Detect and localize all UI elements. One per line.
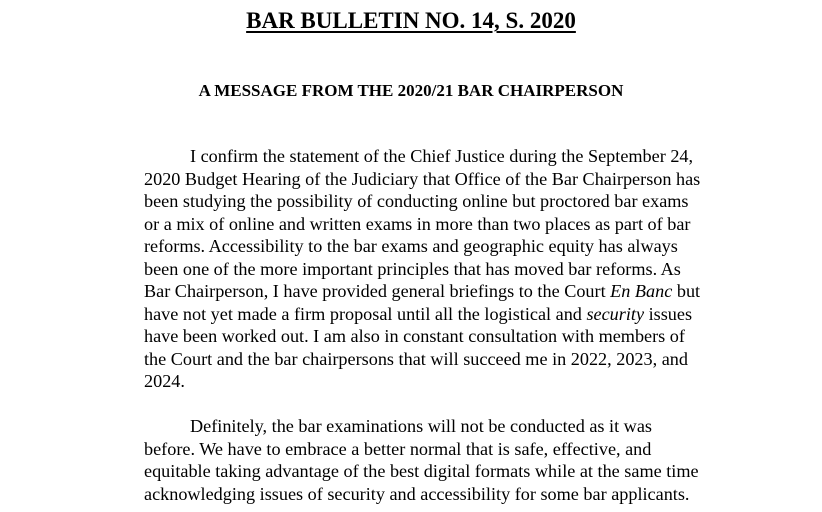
bulletin-title: BAR BULLETIN NO. 14, S. 2020 xyxy=(246,8,576,33)
paragraph-2-line-1: Definitely, the bar examinations will not be conducted as it was xyxy=(190,416,652,436)
paragraph-2-line-3: equitable taking advantage of the best digital formats while at the same time xyxy=(144,461,699,481)
paragraph-1-line-4: or a mix of online and written exams in more than two places as part of bar xyxy=(144,213,691,234)
message-subtitle: A MESSAGE FROM THE 2020/21 BAR CHAIRPERSON xyxy=(198,81,624,100)
paragraph-1-line-1: I confirm the statement of the Chief Justice during the September 24, xyxy=(190,146,694,166)
paragraph-2 xyxy=(144,415,744,505)
line-7-text-before: Bar Chairperson, I have provided general briefings to the Court xyxy=(144,281,611,301)
line-7-text-after: but xyxy=(672,281,701,301)
paragraph-1-line-3: been studying the possibility of conducting online but proctored bar exams xyxy=(144,191,689,211)
line-8-text-before: have not yet made a firm proposal until all the logistical and xyxy=(144,303,587,324)
paragraph-1-line-8 xyxy=(144,303,744,326)
paragraph-1-line-10: the Court and the bar chairpersons that will succeed me in 2022, 2023, and xyxy=(144,348,688,369)
paragraph-1 xyxy=(144,145,744,393)
paragraph-1-line-2: 2020 Budget Hearing of the Judiciary that Office of the Bar Chairperson has xyxy=(144,168,701,189)
security-emphasis: security xyxy=(586,303,645,324)
paragraph-1-line-9: have been worked out. I am also in constant consultation with members of xyxy=(144,326,685,346)
en-banc-emphasis: En Banc xyxy=(610,281,673,301)
paragraph-1-line-11: 2024. xyxy=(144,371,185,391)
line-8-text-after: issues xyxy=(644,303,693,324)
paragraph-2-line-4: acknowledging issues of security and accessibility for some bar applicants. xyxy=(144,483,690,504)
paragraph-2-line-2: before. We have to embrace a better normal that is safe, effective, and xyxy=(144,438,652,459)
paragraph-1-line-6: been one of the more important principles that has moved bar reforms. As xyxy=(144,258,681,279)
paragraph-1-line-5: reforms. Accessibility to the bar exams and geographic equity has always xyxy=(144,236,678,256)
paragraph-1-line-7 xyxy=(144,280,744,303)
